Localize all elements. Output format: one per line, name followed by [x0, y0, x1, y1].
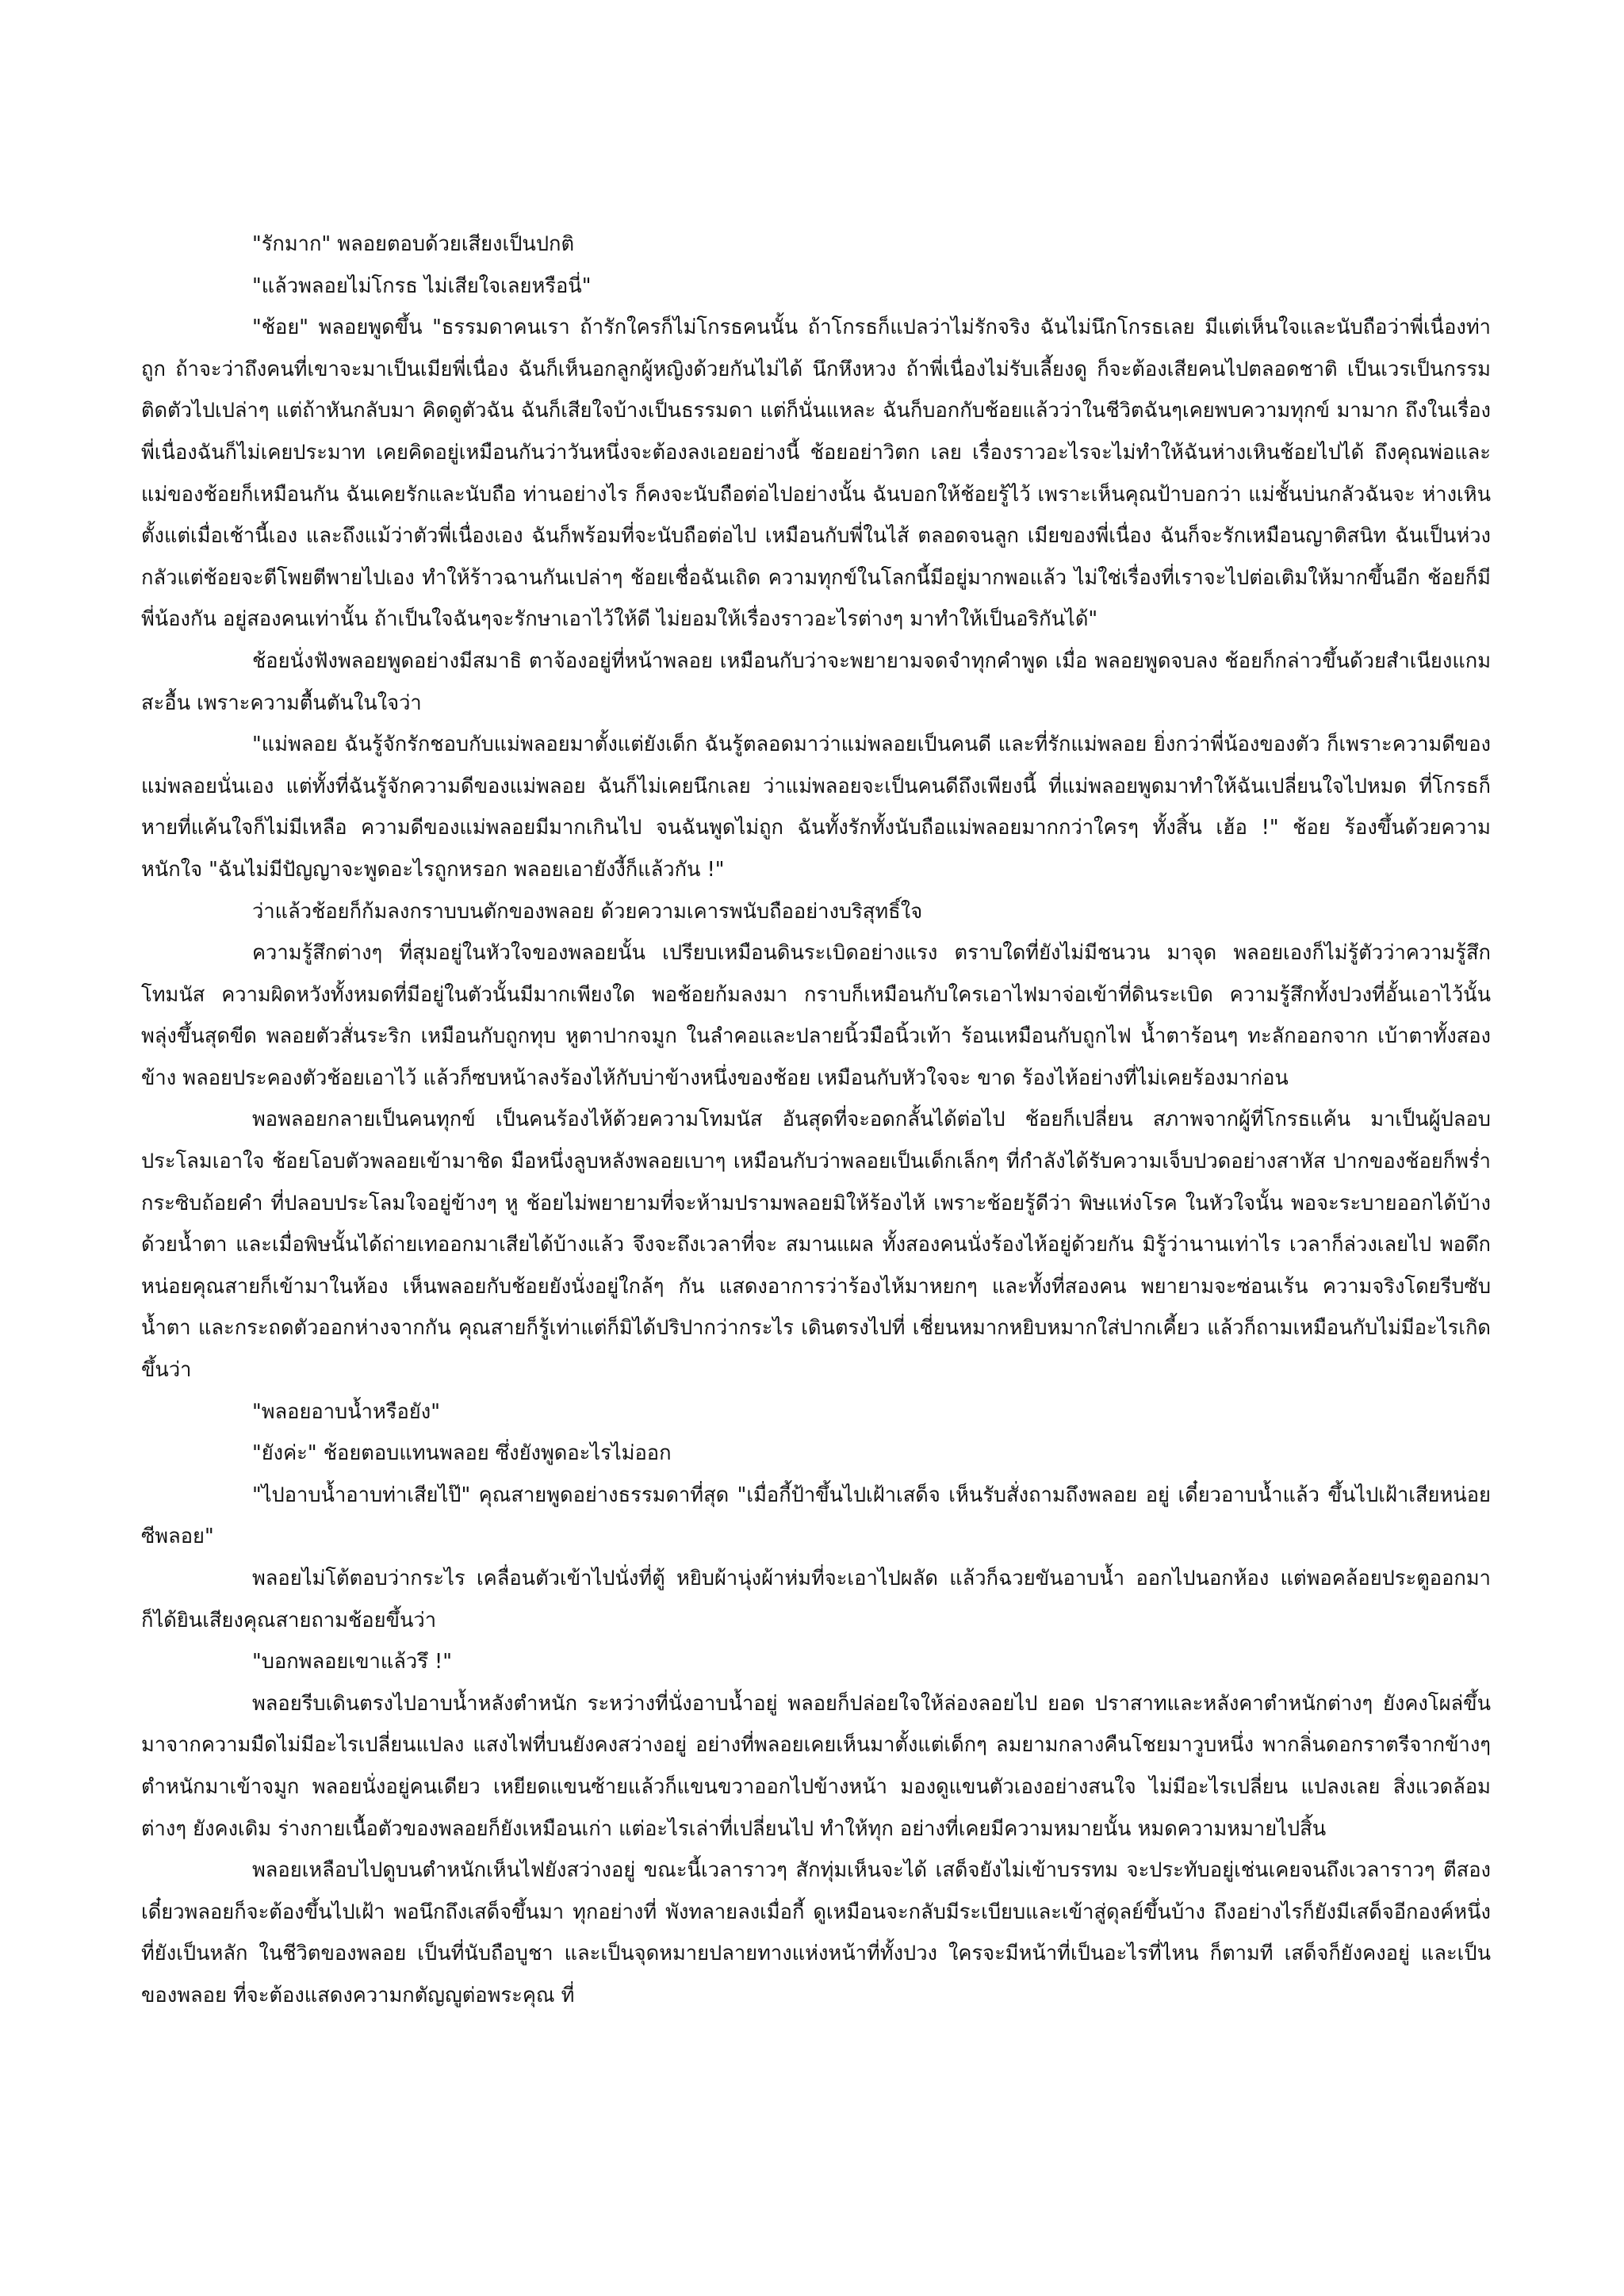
- paragraph-1: "รักมาก" พลอยตอบด้วยเสียงเป็นปกติ: [252, 232, 575, 256]
- paragraph-13: "บอกพลอยเขาแล้วรึ !": [252, 1650, 452, 1674]
- paragraph-12: พลอยไม่โต้ตอบว่ากระไร เคลื่อนตัวเข้าไปนั่งที่ตู้ หยิบผ้านุ่งผ้าห่มที่จะเอาไปผลัด แล้วก็ฉวยขันอาบน้ำ ออกไปนอกห้อง แต่พอคล้อยประตูออกมา ก็ได้ยินเสียงคุณสายถามช้อยขึ้นว่า: [141, 1567, 1491, 1632]
- paragraph-4: ช้อยนั่งฟังพลอยพูดอย่างมีสมาธิ ตาจ้องอยู่ที่หน้าพลอย เหมือนกับว่าจะพยายามจดจำทุกคำพูด เมื่อ พลอยพูดจบลง ช้อยก็กล่าวขึ้นด้วยสำเนียงแกมสะอื้น เพราะความตื้นตันในใจว่า: [141, 649, 1491, 715]
- paragraph-10: "ยังค่ะ" ช้อยตอบแทนพลอย ซึ่งยังพูดอะไรไม่ออก: [252, 1441, 672, 1466]
- paragraph-9: "พลอยอาบน้ำหรือยัง": [252, 1399, 440, 1424]
- paragraph-5: "แม่พลอย ฉันรู้จักรักชอบกับแม่พลอยมาตั้งแต่ยังเด็ก ฉันรู้ตลอดมาว่าแม่พลอยเป็นคนดี และที่รักแม่พลอย ยิ่งกว่าพี่น้องของตัว ก็เพราะความดีของแม่พลอยนั่นเอง แต่ทั้งที่ฉันรู้จักความดีของแม่พลอย ฉันก็ไม่เคยนึกเลย ว่าแม่พลอยจะเป็นคนดีถึงเพียงนี้ ที่แม่พลอยพูดมาทำให้ฉันเปลี่ยนใจไปหมด ที่โกรธก็หายที่แค้นใจก็ไม่มีเหลือ ความดีของแม่พลอยมีมากเกินไป จนฉันพูดไม่ถูก ฉันทั้งรักทั้งนับถือแม่พลอยมากกว่าใครๆ ทั้งสิ้น เฮ้อ !" ช้อย ร้องขึ้นด้วยความหนักใจ "ฉันไม่มีปัญญาจะพูดอะไรถูกหรอก พลอยเอายังงี้ก็แล้วกัน !": [141, 733, 1491, 882]
- paragraph-11: "ไปอาบน้ำอาบท่าเสียไป๊" คุณสายพูดอย่างธรรมดาที่สุด "เมื่อกี้ป้าขึ้นไปเฝ้าเสด็จ เห็นรับสั่งถามถึงพลอย อยู่ เดี๋ยวอาบน้ำแล้ว ขึ้นไปเฝ้าเสียหน่อยซีพลอย": [141, 1483, 1491, 1549]
- paragraph-8: พอพลอยกลายเป็นคนทุกข์ เป็นคนร้องไห้ด้วยความโทมนัส อันสุดที่จะอดกลั้นได้ต่อไป ช้อยก็เปลี่ยน สภาพจากผู้ที่โกรธแค้น มาเป็นผู้ปลอบประโลมเอาใจ ช้อยโอบตัวพลอยเข้ามาชิด มือหนึ่งลูบหลังพลอยเบาๆ เหมือนกับว่าพลอยเป็นเด็กเล็กๆ ที่กำลังได้รับความเจ็บปวดอย่างสาหัส ปากของช้อยก็พร่ำกระซิบถ้อยคำ ที่ปลอบประโลมใจอยู่ข้างๆ หู ช้อยไม่พยายามที่จะห้ามปรามพลอยมิให้ร้องไห้ เพราะช้อยรู้ดีว่า พิษแห่งโรค ในหัวใจนั้น พอจะระบายออกได้บ้างด้วยน้ำตา และเมื่อพิษนั้นได้ถ่ายเทออกมาเสียได้บ้างแล้ว จึงจะถึงเวลาที่จะ สมานแผล ทั้งสองคนนั่งร้องไห้อยู่ด้วยกัน มิรู้ว่านานเท่าไร เวลาก็ล่วงเลยไป พอดึกหน่อยคุณสายก็เข้ามาในห้อง เห็นพลอยกับช้อยยังนั่งอยู่ใกล้ๆ กัน แสดงอาการว่าร้องไห้มาหยกๆ และทั้งที่สองคน พยายามจะซ่อนเร้น ความจริงโดยรีบซับน้ำตา และกระถดตัวออกห่างจากกัน คุณสายก็รู้เท่าแต่ก็มิได้ปริปากว่ากระไร เดินตรงไปที่ เชี่ยนหมากหยิบหมากใส่ปากเคี้ยว แล้วก็ถามเหมือนกับไม่มีอะไรเกิดขึ้นว่า: [141, 1108, 1491, 1383]
- paragraph-3: "ช้อย" พลอยพูดขึ้น "ธรรมดาคนเรา ถ้ารักใครก็ไม่โกรธคนนั้น ถ้าโกรธก็แปลว่าไม่รักจริง ฉันไม่นึกโกรธเลย มีแต่เห็นใจและนับถือว่าพี่เนื่องท่าถูก ถ้าจะว่าถึงคนที่เขาจะมาเป็นเมียพี่เนื่อง ฉันก็เห็นอกลูกผู้หญิงด้วยกันไม่ได้ นึกหึงหวง ถ้าพี่เนื่องไม่รับเลี้ยงดู ก็จะต้องเสียคนไปตลอดชาติ เป็นเวรเป็นกรรมติดตัวไปเปล่าๆ แต่ถ้าหันกลับมา คิดดูตัวฉัน ฉันก็เสียใจบ้างเป็นธรรมดา แต่ก็นั่นแหละ ฉันก็บอกกับช้อยแล้วว่าในชีวิตฉันๆเคยพบความทุกข์ มามาก ถึงในเรื่องพี่เนื่องฉันก็ไม่เคยประมาท เคยคิดอยู่เหมือนกันว่าวันหนึ่งจะต้องลงเอยอย่างนี้ ช้อยอย่าวิตก เลย เรื่องราวอะไรจะไม่ทำให้ฉันห่างเหินช้อยไปได้ ถึงคุณพ่อและแม่ของช้อยก็เหมือนกัน ฉันเคยรักและนับถือ ท่านอย่างไร ก็คงจะนับถือต่อไปอย่างนั้น ฉันบอกให้ช้อยรู้ไว้ เพราะเห็นคุณป้าบอกว่า แม่ชั้นบ่นกลัวฉันจะ ห่างเหินตั้งแต่เมื่อเช้านี้เอง และถึงแม้ว่าตัวพี่เนื่องเอง ฉันก็พร้อมที่จะนับถือต่อไป เหมือนกับพี่ในไส้ ตลอดจนลูก เมียของพี่เนื่อง ฉันก็จะรักเหมือนญาติสนิท ฉันเป็นห่วงกลัวแต่ช้อยจะตีโพยตีพายไปเอง ทำให้ร้าวฉานกันเปล่าๆ ช้อยเชื่อฉันเถิด ความทุกข์ในโลกนี้มีอยู่มากพอแล้ว ไม่ใช่เรื่องที่เราจะไปต่อเติมให้มากขึ้นอีก ช้อยก็มีพี่น้องกัน อยู่สองคนเท่านั้น ถ้าเป็นใจฉันๆจะรักษาเอาไว้ให้ดี ไม่ยอมให้เรื่องราวอะไรต่างๆ มาทำให้เป็นอริกันได้": [141, 316, 1491, 632]
- paragraph-6: ว่าแล้วช้อยก็ก้มลงกราบบนตักของพลอย ด้วยความเคารพนับถืออย่างบริสุทธิ์ใจ: [252, 899, 923, 924]
- paragraph-2: "แล้วพลอยไม่โกรธ ไม่เสียใจเลยหรือนี่": [252, 274, 592, 298]
- paragraph-7: ความรู้สึกต่างๆ ที่สุมอยู่ในหัวใจของพลอยนั้น เปรียบเหมือนดินระเบิดอย่างแรง ตราบใดที่ยังไม่มีชนวน มาจุด พลอยเองก็ไม่รู้ตัวว่าความรู้สึกโทมนัส ความผิดหวังทั้งหมดที่มีอยู่ในตัวนั้นมีมากเพียงใด พอช้อยก้มลงมา กราบก็เหมือนกับใครเอาไฟมาจ่อเข้าที่ดินระเบิด ความรู้สึกทั้งปวงที่อั้นเอาไว้นั้น พลุ่งขึ้นสุดขีด พลอยตัวสั่นระริก เหมือนกับถูกทุบ หูตาปากจมูก ในลำคอและปลายนิ้วมือนิ้วเท้า ร้อนเหมือนกับถูกไฟ น้ำตาร้อนๆ ทะลักออกจาก เบ้าตาทั้งสองข้าง พลอยประคองตัวช้อยเอาไว้ แล้วก็ซบหน้าลงร้องไห้กับบ่าข้างหนึ่งของช้อย เหมือนกับหัวใจจะ ขาด ร้องไห้อย่างที่ไม่เคยร้องมาก่อน: [141, 941, 1491, 1090]
- paragraph-14: พลอยรีบเดินตรงไปอาบน้ำหลังตำหนัก ระหว่างที่นั่งอาบน้ำอยู่ พลอยก็ปล่อยใจให้ล่องลอยไป ยอด ปราสาทและหลังคาตำหนักต่างๆ ยังคงโผล่ขึ้นมาจากความมืดไม่มีอะไรเปลี่ยนแปลง แสงไฟที่บนยังคงสว่างอยู่ อย่างที่พลอยเคยเห็นมาตั้งแต่เด็กๆ ลมยามกลางคืนโชยมาวูบหนึ่ง พากลิ่นดอกราตรีจากข้างๆ ตำหนักมาเข้าจมูก พลอยนั่งอยู่คนเดียว เหยียดแขนซ้ายแล้วก็แขนขวาออกไปข้างหน้า มองดูแขนตัวเองอย่างสนใจ ไม่มีอะไรเปลี่ยน แปลงเลย สิ่งแวดล้อมต่างๆ ยังคงเดิม ร่างกายเนื้อตัวของพลอยก็ยังเหมือนเก่า แต่อะไรเล่าที่เปลี่ยนไป ทำให้ทุก อย่างที่เคยมีความหมายนั้น หมดความหมายไปสิ้น: [141, 1691, 1491, 1841]
- paragraph-15: พลอยเหลือบไปดูบนตำหนักเห็นไฟยังสว่างอยู่ ขณะนี้เวลาราวๆ สักทุ่มเห็นจะได้ เสด็จยังไม่เข้าบรรทม จะประทับอยู่เช่นเคยจนถึงเวลาราวๆ ตีสอง เดี๋ยวพลอยก็จะต้องขึ้นไปเฝ้า พอนึกถึงเสด็จขึ้นมา ทุกอย่างที่ พังทลายลงเมื่อกี้ ดูเหมือนจะกลับมีระเบียบและเข้าสู่ดุลย์ขึ้นบ้าง ถึงอย่างไรก็ยังมีเสด็จอีกองค์หนึ่ง ที่ยังเป็นหลัก ในชีวิตของพลอย เป็นที่นับถือบูชา และเป็นจุดหมายปลายทางแห่งหน้าที่ทั้งปวง ใครจะมีหน้าที่เป็นอะไรที่ไหน ก็ตามที เสด็จก็ยังคงอยู่ และเป็นของพลอย ที่จะต้องแสดงความกตัญญูต่อพระคุณ ที่: [141, 1858, 1491, 2007]
